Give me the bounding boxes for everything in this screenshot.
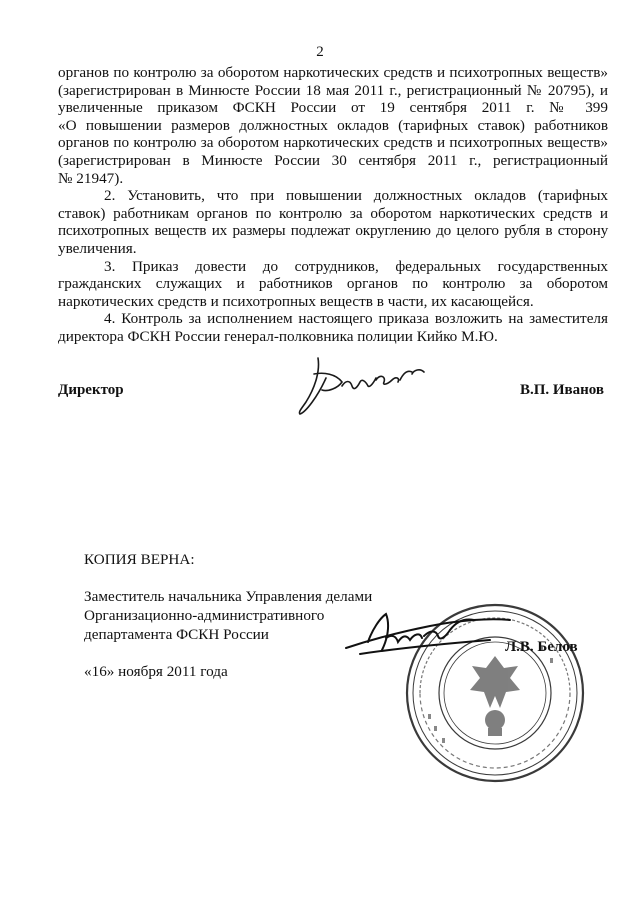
paragraph-line: 3. Приказ довести до сотрудников, федеральных государственных [104, 257, 608, 275]
paragraph-line: гражданских служащих и работников органов по контролю за оборотом [58, 275, 608, 293]
position-line: Организационно-административного [84, 607, 325, 624]
document-body [58, 64, 608, 346]
paragraph-line: (зарегистрирован в Минюсте России 30 сентября 2011 г., регистрационный [58, 151, 608, 169]
paragraph-line: 2. Установить, что при повышении должностных окладов (тарифных [104, 187, 608, 205]
signatory-title: Директор [58, 382, 124, 398]
copy-signature [340, 600, 520, 670]
signatory-name: В.П. Иванов [519, 382, 604, 398]
paragraph-line: № 21947). [58, 169, 124, 187]
copy-date: «16» ноября 2011 года [84, 663, 228, 680]
paragraph-line: увеличения. [58, 239, 137, 257]
paragraph-line: 4. Контроль за исполнением настоящего приказа возложить на заместителя [104, 310, 608, 328]
paragraph-line: «О повышении размеров должностных окладов (тарифных ставок) работников [58, 116, 608, 134]
copy-signatory-name: Л.В. Белов [505, 639, 578, 655]
paragraph-line: директора ФСКН России генерал-полковника полиции Кийко М.Ю. [58, 327, 498, 345]
paragraph-line: ставок) работникам органов по контролю за оборотом наркотических средств и [58, 204, 608, 222]
paragraph-line: органов по контролю за оборотом наркотических средств и психотропных веществ» [58, 134, 608, 152]
certified-copy-heading: КОПИЯ ВЕРНА: [84, 551, 195, 568]
paragraph-line: органов по контролю за оборотом наркотических средств и психотропных веществ» [58, 64, 608, 81]
position-line: Заместитель начальника Управления делами [84, 588, 373, 605]
certified-copy-block [84, 550, 372, 681]
director-signature [296, 352, 446, 417]
paragraph-line: наркотических средств и психотропных веществ в части, их касающейся. [58, 292, 534, 310]
paragraph-line: психотропных веществ их размеры подлежат округлению до целого рубля в сторону [58, 222, 608, 240]
position-line: департамента ФСКН России [84, 626, 269, 643]
page-number: 2 [316, 44, 324, 60]
paragraph-line: увеличенные приказом ФСКН России от 19 сентября 2011 г. № 399 [58, 99, 608, 117]
paragraph-line: (зарегистрирован в Минюсте России 18 мая 2011 г., регистрационный № 20795), и [58, 81, 608, 99]
